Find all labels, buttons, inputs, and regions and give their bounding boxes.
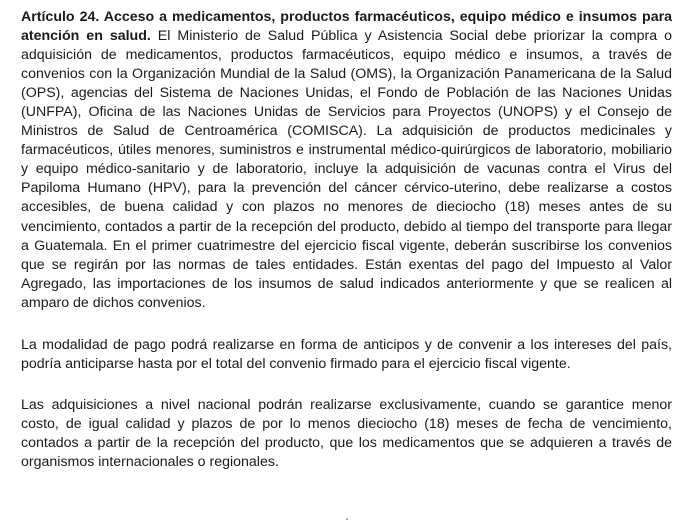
document-page (21, 8, 672, 472)
payment-modality-paragraph: La modalidad de pago podrá realizarse en forma de anticipos y de convenir a los intereses del país, podría anticiparse hasta por el total del convenio firmado para el ejercicio fiscal vigente. (21, 336, 672, 372)
national-acquisitions-paragraph: Las adquisiciones a nivel nacional podrán realizarse exclusivamente, cuando se garantice menor costo, de igual calidad y plazos de por lo menos dieciocho (18) meses de fecha de vencimiento, contados a partir de la recepción del producto, que los medicamentos que se adquieren a través de organismos internacionales o regionales. (21, 396, 672, 470)
scan-speck (346, 518, 348, 520)
article-24-paragraph (21, 8, 672, 313)
article-body: El Ministerio de Salud Pública y Asistencia Social debe priorizar la compra o adquisición de medicamentos, productos farmacéuticos, equipo médico e insumos, a través de convenios con la Organización Mundial de la Salud (OMS), la Organización Panamericana de la Salud (OPS), agencias del Sistema de Naciones Unidas, el Fondo de Población de las Naciones Unidas (UNFPA), Oficina de las Naciones Unidas de Servicios para Proyectos (UNOPS) y el Consejo de Ministros de Salud de Centroamérica (COMISCA). La adquisición de productos medicinales y farmacéuticos, útiles menores, suministros e instrumental médico-quirúrgicos de laboratorio, mobiliario y equipo médico-sanitario y de laboratorio, incluye la adquisición de vacunas contra el Virus del Papiloma Humano (HPV), para la prevención del cáncer cérvico-uterino, debe realizarse a costos accesibles, de buena calidad y con plazos no menores de dieciocho (18) meses antes de su vencimiento, contados a partir de la recepción del producto, debido al tiempo del transporte para llegar a Guatemala. En el primer cuatrimestre del ejercicio fiscal vigente, deberán suscribirse los convenios que se regirán por las normas de tales entidades. Están exentas del pago del Impuesto al Valor Agregado, las importaciones de los insumos de salud indicados anteriormente y que se realicen al amparo de dichos convenios. (21, 28, 672, 311)
article-heading: Artículo 24. Acceso a medicamentos, productos farmacéuticos, equipo médico e insumos para atención en salud. (21, 9, 672, 45)
